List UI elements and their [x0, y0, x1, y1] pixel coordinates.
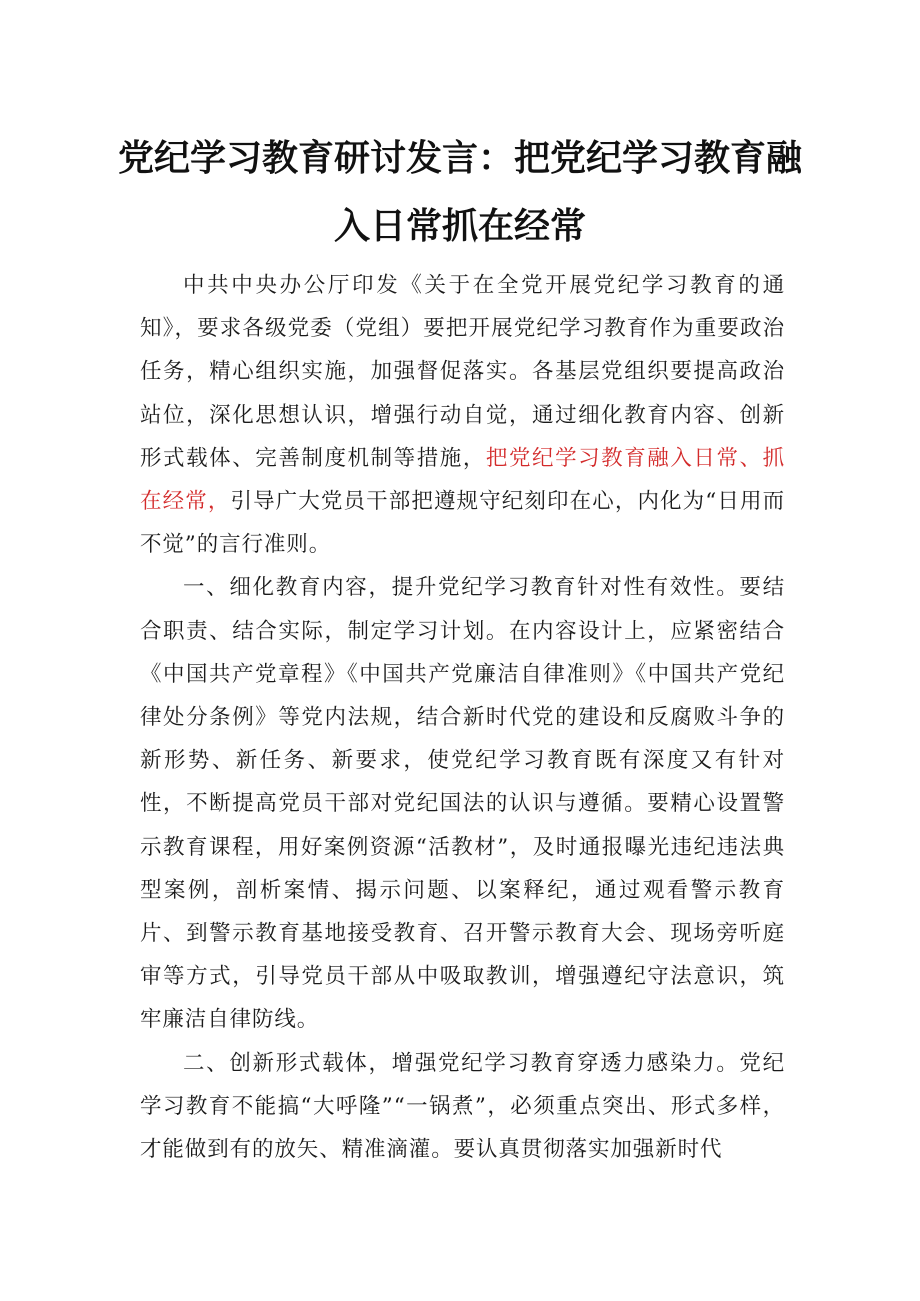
section-1-paragraph — [140, 566, 785, 1041]
section-2-text: 党纪学习教育不能搞“大呼隆”“一锅煮”，必须重点突出、形式多样，才能做到有的放矢、精准滴灌。要认真贯彻落实加强新时代 — [140, 1050, 785, 1163]
document-title-line-2: 入日常抓在经常 — [333, 206, 586, 247]
intro-paragraph — [140, 264, 785, 566]
highlighted-phrase: 把党纪学习教育融入日常、抓在经常， — [140, 445, 785, 515]
section-1-text: 要结合职责、结合实际，制定学习计划。在内容设计上，应紧密结合《中国共产党章程》《中国共产党廉洁自律准则》《中国共产党纪律处分条例》等党内法规，结合新时代党的建设和反腐败斗争的新形势、新任务、新要求，使党纪学习教育既有深度又有针对性，不断提高党员干部对党纪国法的认识与遵循。要精心设置警示教育课程，用好案例资源“活教材”，及时通报曝光违纪违法典型案例，剖析案情、揭示问题、以案释纪，通过观看警示教育片、到警示教育基地接受教育、召开警示教育大会、现场旁听庭审等方式，引导党员干部从中吸取教训，增强遵纪守法意识，筑牢廉洁自律防线。 — [140, 575, 785, 1033]
document-title-line-1: 党纪学习教育研讨发言：把党纪学习教育融 — [117, 138, 802, 179]
section-2-paragraph — [140, 1042, 785, 1172]
section-2-heading: 二、创新形式载体，增强党纪学习教育穿透力感染力。 — [183, 1050, 740, 1076]
intro-text-after: 引导广大党员干部把遵规守纪刻印在心，内化为“日用而不觉”的言行准则。 — [140, 489, 785, 558]
intro-text-before: 中共中央办公厅印发《关于在全党开展党纪学习教育的通知》，要求各级党委（党组）要把开展党纪学习教育作为重要政治任务，精心组织实施，加强督促落实。各基层党组织要提高政治站位，深化思想认识，增强行动自觉，通过细化教育内容、创新形式载体、完善制度机制等措施， — [140, 273, 785, 471]
document-body — [140, 264, 785, 1171]
section-1-heading: 一、细化教育内容，提升党纪学习教育针对性有效性。 — [183, 575, 740, 601]
